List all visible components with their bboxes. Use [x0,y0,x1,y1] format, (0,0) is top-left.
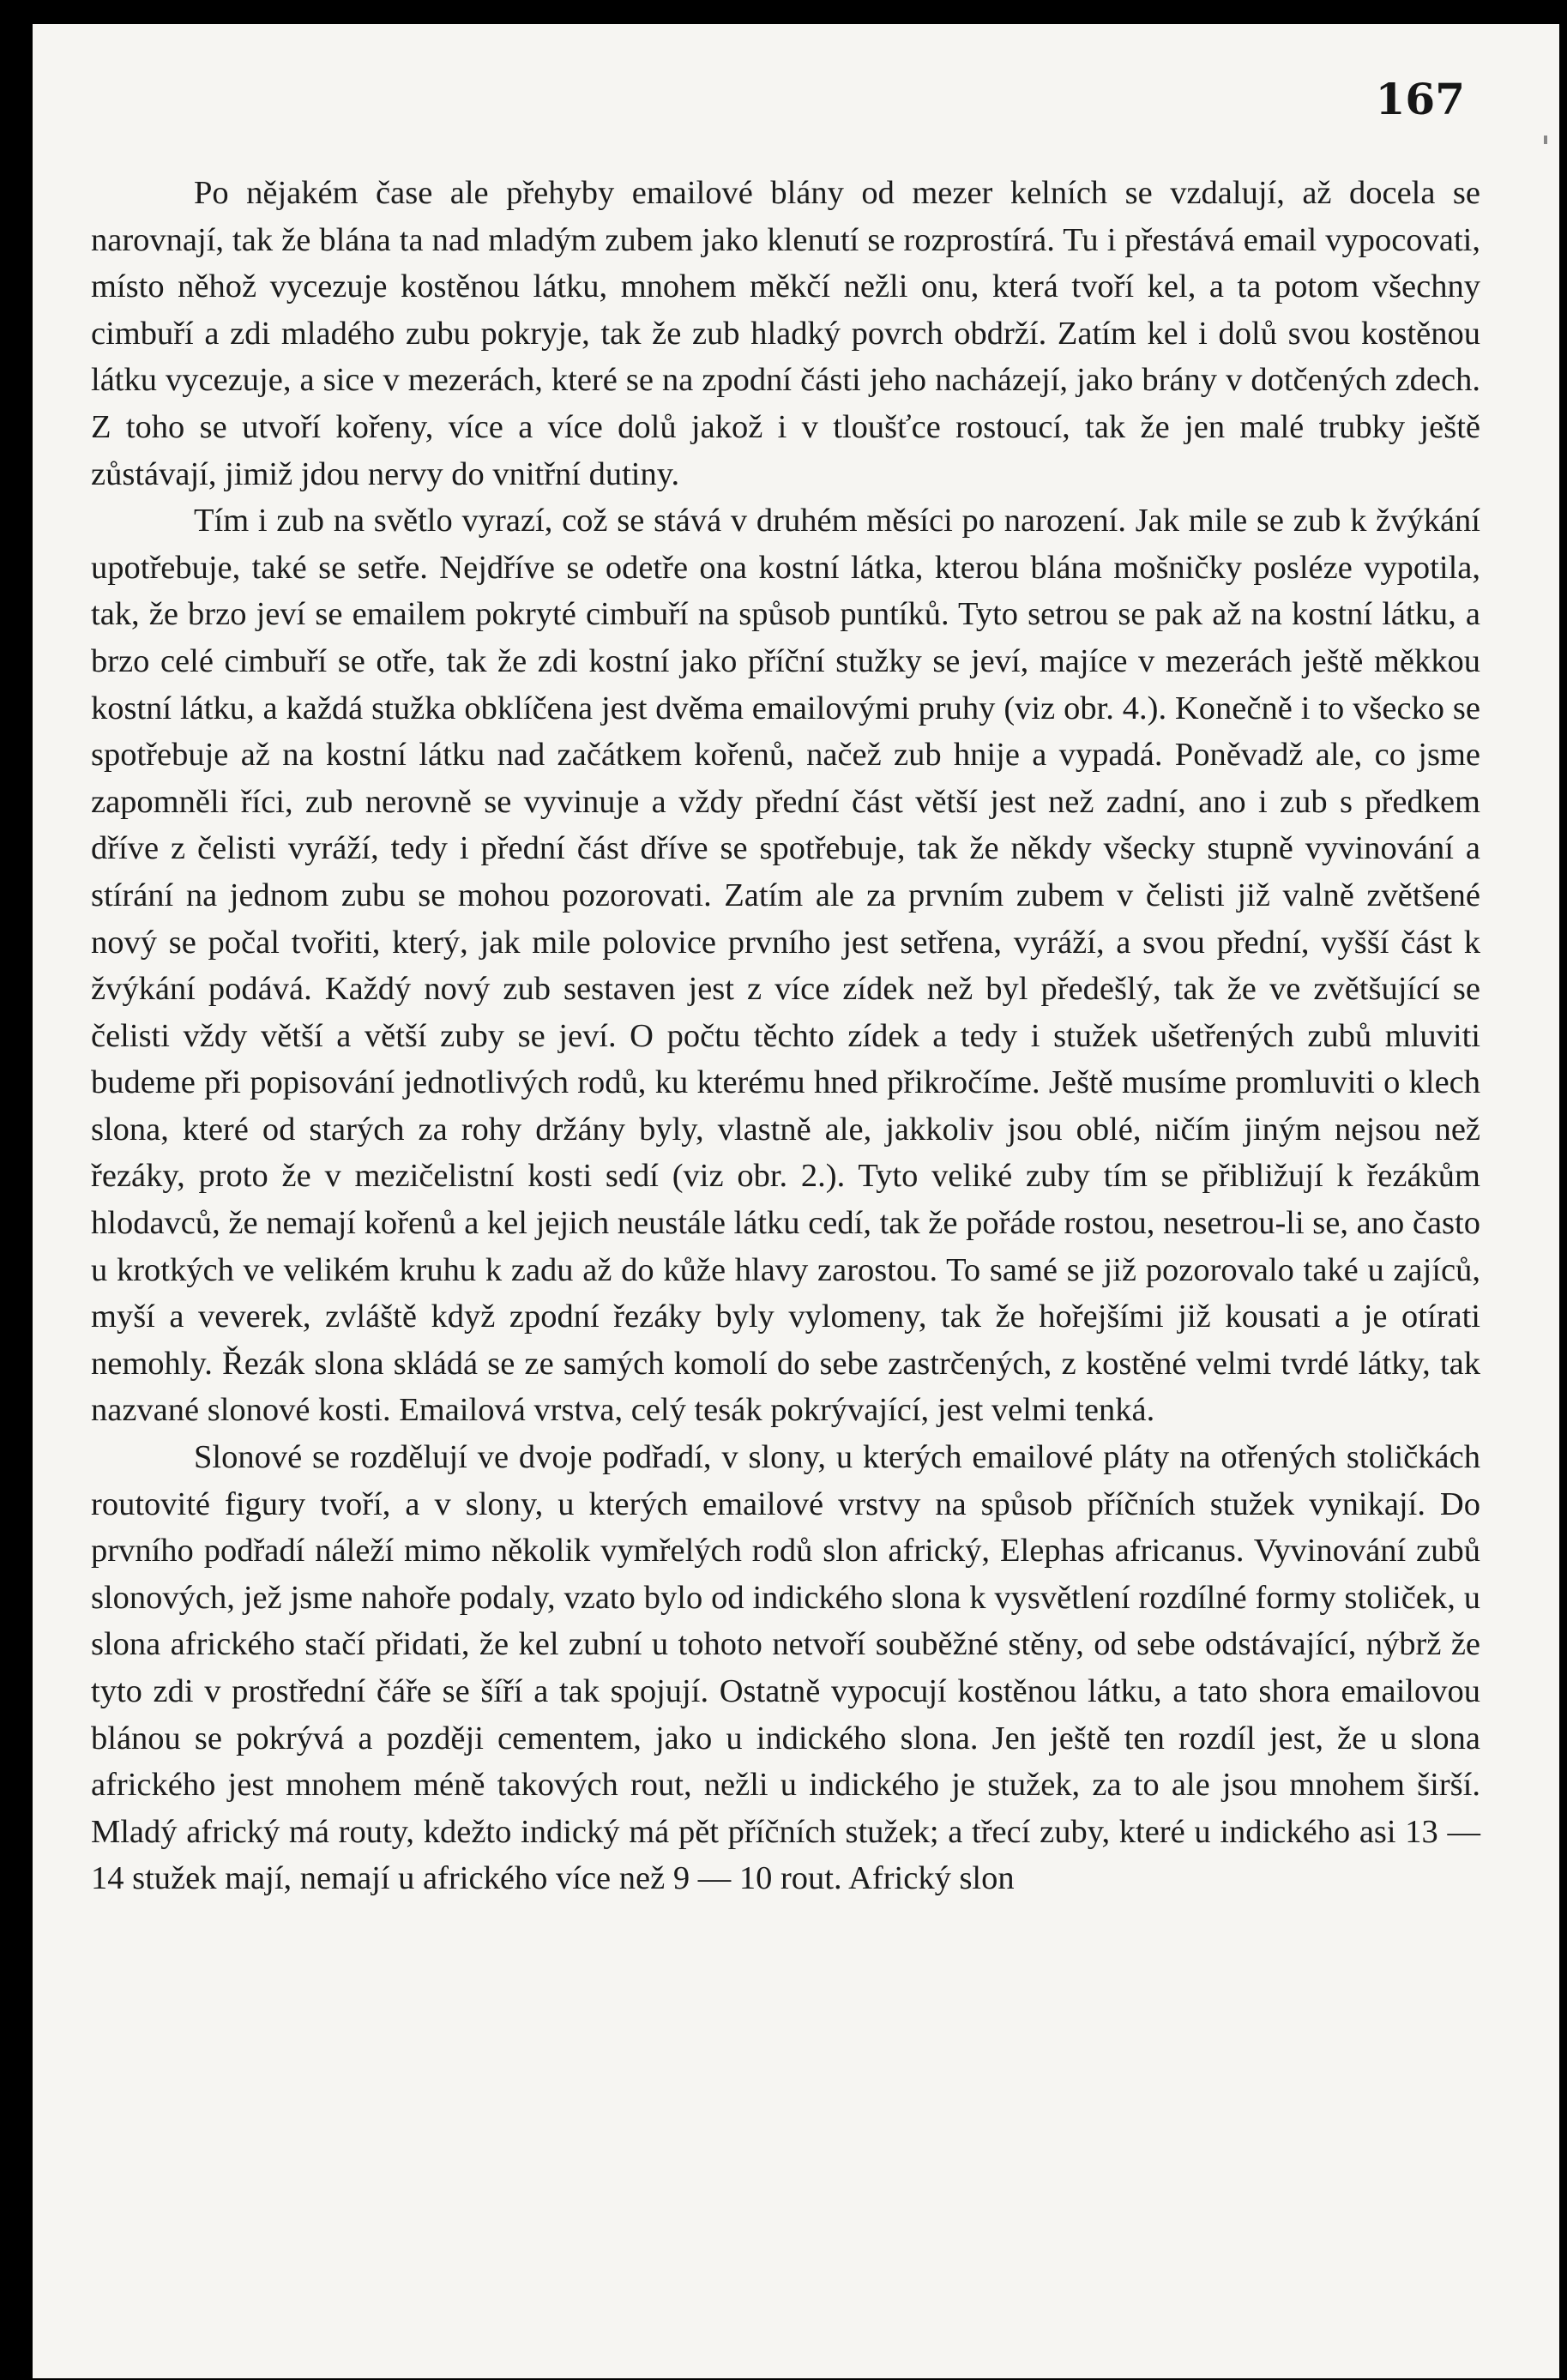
paragraph-1: Po nějakém čase ale přehyby emailové blány od mezer kelních se vzdalují, až docela se narovnají, tak že blána ta nad mladým zubem jako klenutí se rozprostírá. Tu i přestává email vypocovati, místo něhož vycezuje kostěnou látku, mnohem měkčí nežli onu, která tvoří kel, a ta potom všechny cimbuří a zdi mladého zubu pokryje, tak že zub hladký povrch obdrží. Zatím kel i dolů svou kostěnou látku vycezuje, a sice v mezerách, které se na zpodní části jeho nacházejí, jako brány v dotčených zdech. Z toho se utvoří kořeny, více a více dolů jakož i v tloušťce rostoucí, tak že jen malé trubky ještě zůstávají, jimiž jdou nervy do vnitřní dutiny. [91,175,1480,492]
body-text [91,170,1480,1902]
edge-mark [1544,136,1547,144]
paragraph-3: Slonové se rozdělují ve dvoje podřadí, v slony, u kterých emailové pláty na otřených stoličkách routovité figury tvoří, a v slony, u kterých emailové vrstvy na spůsob příčních stužek vynikají. Do prvního podřadí náleží mimo několik vymřelých rodů slon africký, Elephas africanus. Vyvinování zubů slonových, jež jsme nahoře podaly, vzato bylo od indického slona k vysvětlení rozdílné formy stoliček, u slona afrického stačí přidati, že kel zubní u tohoto netvoří souběžné stěny, od sebe odstávající, nýbrž že tyto zdi v prostřední čáře se šíří a tak spojují. Ostatně vypocují kostěnou látku, a tato shora emailovou blánou se pokrývá a později cementem, jako u indického slona. Jen ještě ten rozdíl jest, že u slona afrického jest mnohem méně takových rout, nežli u indického je stužek, za to ale jsou mnohem širší. Mladý africký má routy, kdežto indický má pět příčních stužek; a třecí zuby, které u indického asi 13 — 14 stužek mají, nemají u afrického více než 9 — 10 rout. Africký slon [91,1439,1480,1897]
page-number: 167 [1375,74,1465,124]
paragraph-2: Tím i zub na světlo vyrazí, což se stává v druhém měsíci po narození. Jak mile se zub k žvýkání upotřebuje, také se setře. Nejdříve se odetře ona kostní látka, kterou blána mošničky posléze vypotila, tak, že brzo jeví se emailem pokryté cimbuří na spůsob puntíků. Tyto setrou se pak až na kostní látku, a brzo celé cimbuří se otře, tak že zdi kostní jako příční stužky se jeví, majíce v mezerách ještě měkkou kostní látku, a každá stužka obklíčena jest dvěma emailovými pruhy (viz obr. 4.). Konečně i to všecko se spotřebuje až na kostní látku nad začátkem kořenů, načež zub hnije a vypadá. Poněvadž ale, co jsme zapomněli říci, zub nerovně se vyvinuje a vždy přední část větší jest než zadní, ano i zub s předkem dříve z čelisti vyráží, tedy i přední část dříve se spotřebuje, tak že někdy všecky stupně vyvinování a stírání na jednom zubu se mohou pozorovati. Zatím ale za prvním zubem v čelisti již valně zvětšené nový se počal tvořiti, který, jak mile polovice prvního jest setřena, vyráží, a svou přední, vyšší část k žvýkání podává. Každý nový zub sestaven jest z více zídek než byl předešlý, tak že ve zvětšující se čelisti vždy větší a větší zuby se jeví. O počtu těchto zídek a tedy i stužek ušetřených zubů mluviti budeme při popisování jednotlivých rodů, ku kterému hned přikročíme. Ještě musíme promluviti o klech slona, které od starých za rohy držány byly, vlastně ale, jakkoliv jsou oblé, ničím jiným nejsou než řezáky, proto že v mezičelistní kosti sedí (viz obr. 2.). Tyto veliké zuby tím se přibližují k řezákům hlodavců, že nemají kořenů a kel jejich neustále látku cedí, tak že pořáde rostou, nesetrou-li se, ano často u krotkých ve velikém kruhu k zadu až do kůže hlavy zarostou. To samé se již pozorovalo také u zajíců, myší a veverek, zvláště když zpodní řezáky byly vylomeny, tak že hořejšími již kousati a je otírati nemohly. Řezák slona skládá se ze samých komolí do sebe zastrčených, z kostěné velmi tvrdé látky, tak nazvané slonové kosti. Emailová vrstva, celý tesák pokrývající, jest velmi tenká. [91,503,1480,1429]
book-page [33,24,1559,2378]
